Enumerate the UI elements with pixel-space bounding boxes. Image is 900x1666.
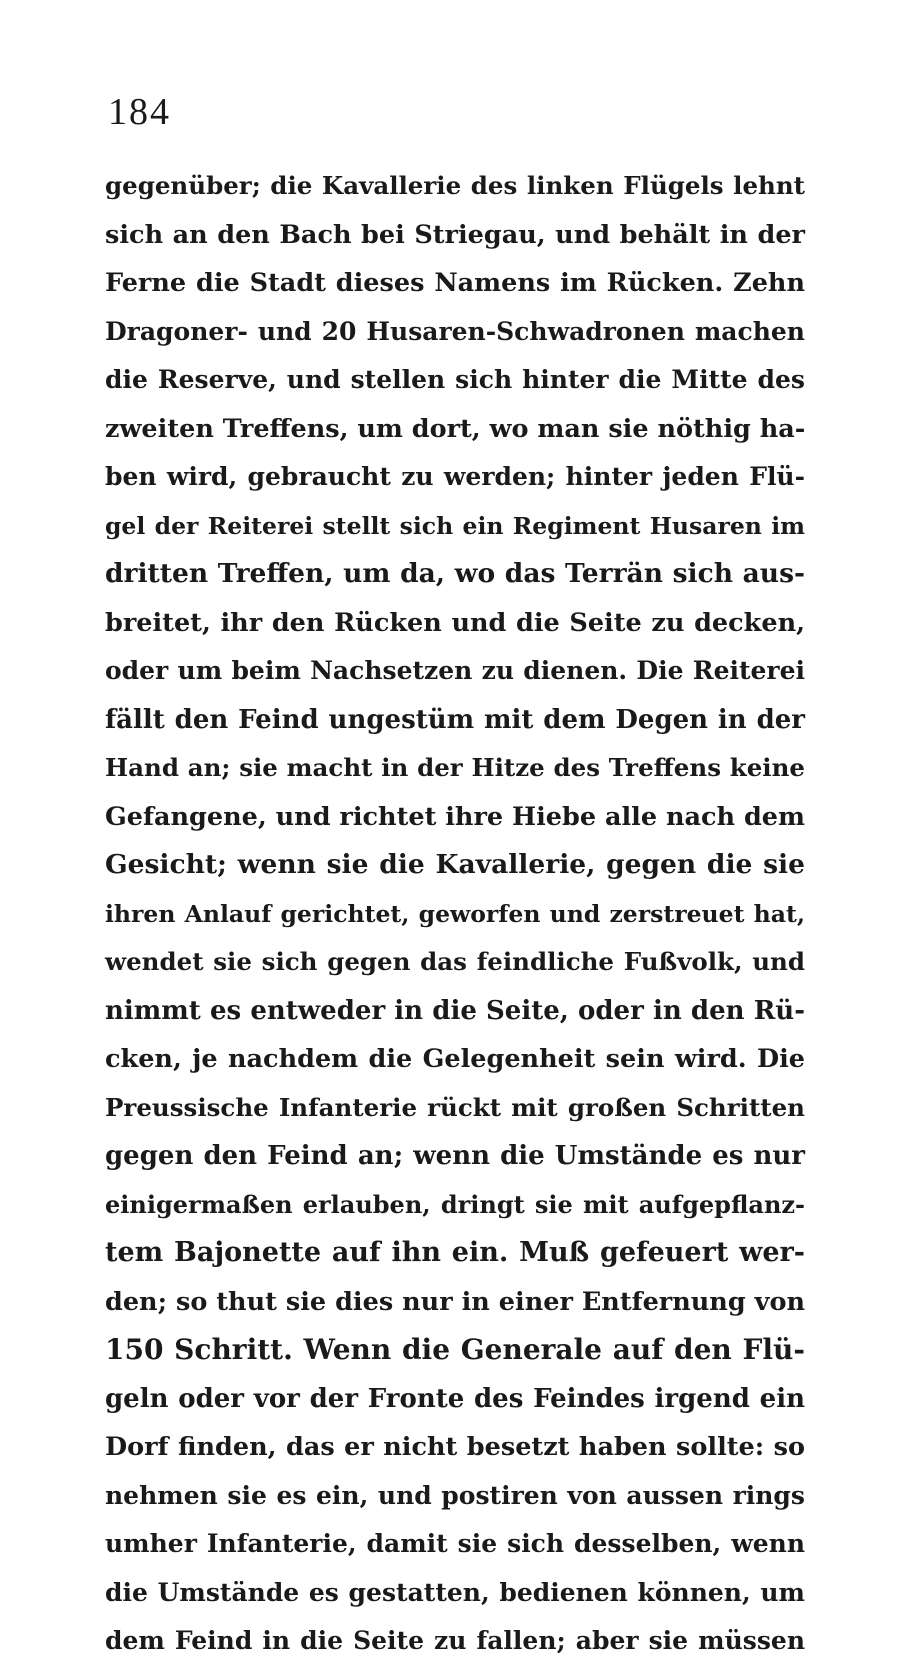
- text-line: Dorf finden, das er nicht besetzt haben sollte: so: [105, 1432, 805, 1462]
- text-line: nehmen sie es ein, und postiren von aussen rings: [105, 1480, 805, 1510]
- text-line: tem Bajonette auf ihn ein. Muß gefeuert wer-: [105, 1237, 805, 1268]
- text-line: einigermaßen erlauben, dringt sie mit aufgepflanz-: [105, 1189, 805, 1219]
- text-line: dritten Treffen, um da, wo das Terrän sich aus-: [105, 558, 805, 589]
- text-line: Hand an; sie macht in der Hitze des Treffens keine: [105, 753, 805, 782]
- text-line: den; so thut sie dies nur in einer Entfernung von: [105, 1286, 805, 1317]
- text-line: wendet sie sich gegen das feindliche Fußvolk, und: [105, 947, 805, 976]
- text-line: Gefangene, und richtet ihre Hiebe alle nach dem: [105, 801, 805, 832]
- text-line: gegen den Feind an; wenn die Umstände es nur: [105, 1141, 805, 1171]
- text-line: breitet, ihr den Rücken und die Seite zu decken,: [105, 607, 805, 638]
- text-line: zweiten Treffens, um dort, wo man sie nöthig ha-: [105, 413, 806, 444]
- text-line: Preussische Infanterie rückt mit großen Schritten: [105, 1092, 805, 1122]
- text-line: dem Feind in die Seite zu fallen; aber sie müssen: [105, 1626, 805, 1655]
- text-line: die Umstände es gestatten, bedienen können, um: [105, 1577, 805, 1607]
- text-line: Gesicht; wenn sie die Kavallerie, gegen die sie: [105, 849, 805, 880]
- text-line: Dragoner- und 20 Husaren-Schwadronen machen: [105, 316, 805, 346]
- body-text: [105, 162, 805, 1666]
- page-number: 184: [108, 91, 171, 133]
- text-line: ben wird, gebraucht zu werden; hinter jeden Flü-: [105, 462, 805, 491]
- text-line: gegenüber; die Kavallerie des linken Flügels lehnt: [105, 171, 805, 200]
- text-line: nimmt es entweder in die Seite, oder in den Rü-: [105, 995, 805, 1026]
- text-line: 150 Schritt. Wenn die Generale auf den Flü-: [105, 1333, 805, 1366]
- text-line: gel der Reiterei stellt sich ein Regiment Husaren im: [105, 511, 805, 540]
- text-line: umher Infanterie, damit sie sich desselben, wenn: [105, 1529, 805, 1558]
- text-line: fällt den Feind ungestüm mit dem Degen in der: [105, 704, 805, 735]
- text-line: Ferne die Stadt dieses Namens im Rücken. Zehn: [105, 268, 805, 298]
- text-line: sich an den Bach bei Striegau, und behält in der: [105, 219, 805, 250]
- text-line: oder um beim Nachsetzen zu dienen. Die Reiterei: [105, 656, 805, 685]
- text-line: ihren Anlauf gerichtet, geworfen und zerstreuet hat,: [105, 899, 805, 928]
- text-line: cken, je nachdem die Gelegenheit sein wird. Die: [105, 1044, 805, 1074]
- text-line: geln oder vor der Fronte des Feindes irgend ein: [105, 1383, 805, 1414]
- text-line: die Reserve, und stellen sich hinter die Mitte des: [105, 365, 805, 394]
